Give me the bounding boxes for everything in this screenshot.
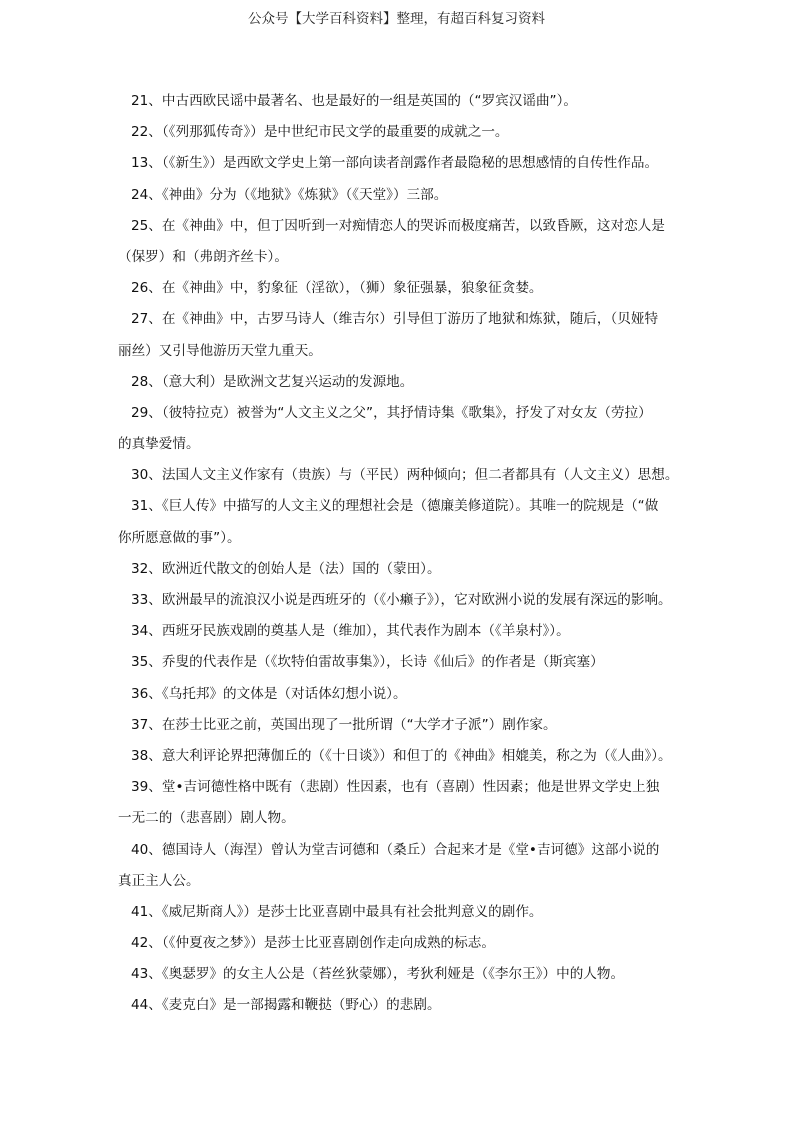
- text-line: 41、《威尼斯商人》）是莎士比亚喜剧中最具有社会批判意义的剧作。: [131, 903, 543, 920]
- text-line: 13、（《新生》）是西欧文学史上第一部向读者剖露作者最隐秘的思想感情的自传性作品。: [131, 155, 659, 172]
- text-line: （保罗）和（弗朗齐丝卡）。: [118, 248, 288, 265]
- text-line: 44、《麦克白》是一部揭露和鞭挞（野心）的悲剧。: [131, 997, 441, 1014]
- text-line: 38、意大利评论界把薄伽丘的（《十日谈》）和但丁的《神曲》相媲美，称之为（《人曲》）。: [131, 747, 672, 764]
- text-line: 丽丝）又引导他游历天堂九重天。: [118, 342, 322, 359]
- text-line: 一无二的（悲喜剧）剧人物。: [118, 810, 295, 827]
- text-line: 28、（意大利）是欧洲文艺复兴运动的发源地。: [131, 373, 414, 390]
- text-line: 26、在《神曲》中，豹象征（淫欲），（狮）象征强暴，狼象征贪婪。: [131, 280, 543, 297]
- text-line: 31、《巨人传》中描写的人文主义的理想社会是（德廉美修道院）。其唯一的院规是（“做: [131, 498, 659, 515]
- text-line: 39、堂•吉诃德性格中既有（悲剧）性因素，也有（喜剧）性因素；他是世界文学史上独: [131, 779, 660, 796]
- text-line: 的真挚爱情。: [118, 436, 200, 453]
- text-line: 24、《神曲》分为（《地狱》《炼狱》（《天堂》）三部。: [131, 186, 448, 203]
- text-line: 37、在莎士比亚之前，英国出现了一批所谓（“大学才子派”）剧作家。: [131, 716, 557, 733]
- text-line: 42、（《仲夏夜之梦》）是莎士比亚喜剧创作走向成熟的标志。: [131, 935, 495, 952]
- text-line: 34、西班牙民族戏剧的奠基人是（维加），其代表作为剧本（《羊泉村》）。: [131, 623, 570, 640]
- text-line: 27、在《神曲》中，古罗马诗人（维吉尔）引导但丁游历了地狱和炼狱，随后，（贝娅特: [131, 311, 659, 328]
- text-line: 36、《乌托邦》的文体是（对话体幻想小说）。: [131, 685, 407, 702]
- text-line: 35、乔叟的代表作是（《坎特伯雷故事集》），长诗《仙后》的作者是（斯宾塞）: [131, 654, 604, 671]
- text-line: 真正主人公。: [118, 872, 200, 889]
- text-line: 22、（《列那狐传奇》）是中世纪市民文学的最重要的成就之一。: [131, 124, 509, 141]
- text-line: 32、欧洲近代散文的创始人是（法）国的（蒙田）。: [131, 560, 441, 577]
- text-line: 40、德国诗人（海涅）曾认为堂吉诃德和（桑丘）合起来才是《堂•吉诃德》这部小说的: [131, 841, 660, 858]
- text-line: 25、在《神曲》中，但丁因听到一对痴情恋人的哭诉而极度痛苦，以致昏厥，这对恋人是: [131, 217, 665, 234]
- text-line: 21、中古西欧民谣中最著名、也是最好的一组是英国的（“罗宾汉谣曲”）。: [131, 93, 577, 109]
- text-line: 29、（彼特拉克）被誉为“人文主义之父”，其抒情诗集《歌集》，抒发了对女友（劳拉）: [131, 404, 652, 421]
- document-body: [118, 86, 692, 1022]
- text-line: 33、欧洲最早的流浪汉小说是西班牙的（《小癞子》），它对欧洲小说的发展有深远的影响。: [131, 592, 672, 608]
- text-line: 43、《奥瑟罗》的女主人公是（苔丝狄蒙娜），考狄利娅是（《李尔王》）中的人物。: [131, 966, 625, 983]
- text-line: 你所愿意做的事”）。: [118, 529, 241, 546]
- page-header: 公众号【大学百科资料】整理，有超百科复习资料: [248, 11, 545, 27]
- text-line: 30、法国人文主义作家有（贵族）与（平民）两种倾向；但二者都具有（人文主义）思想。: [131, 467, 679, 484]
